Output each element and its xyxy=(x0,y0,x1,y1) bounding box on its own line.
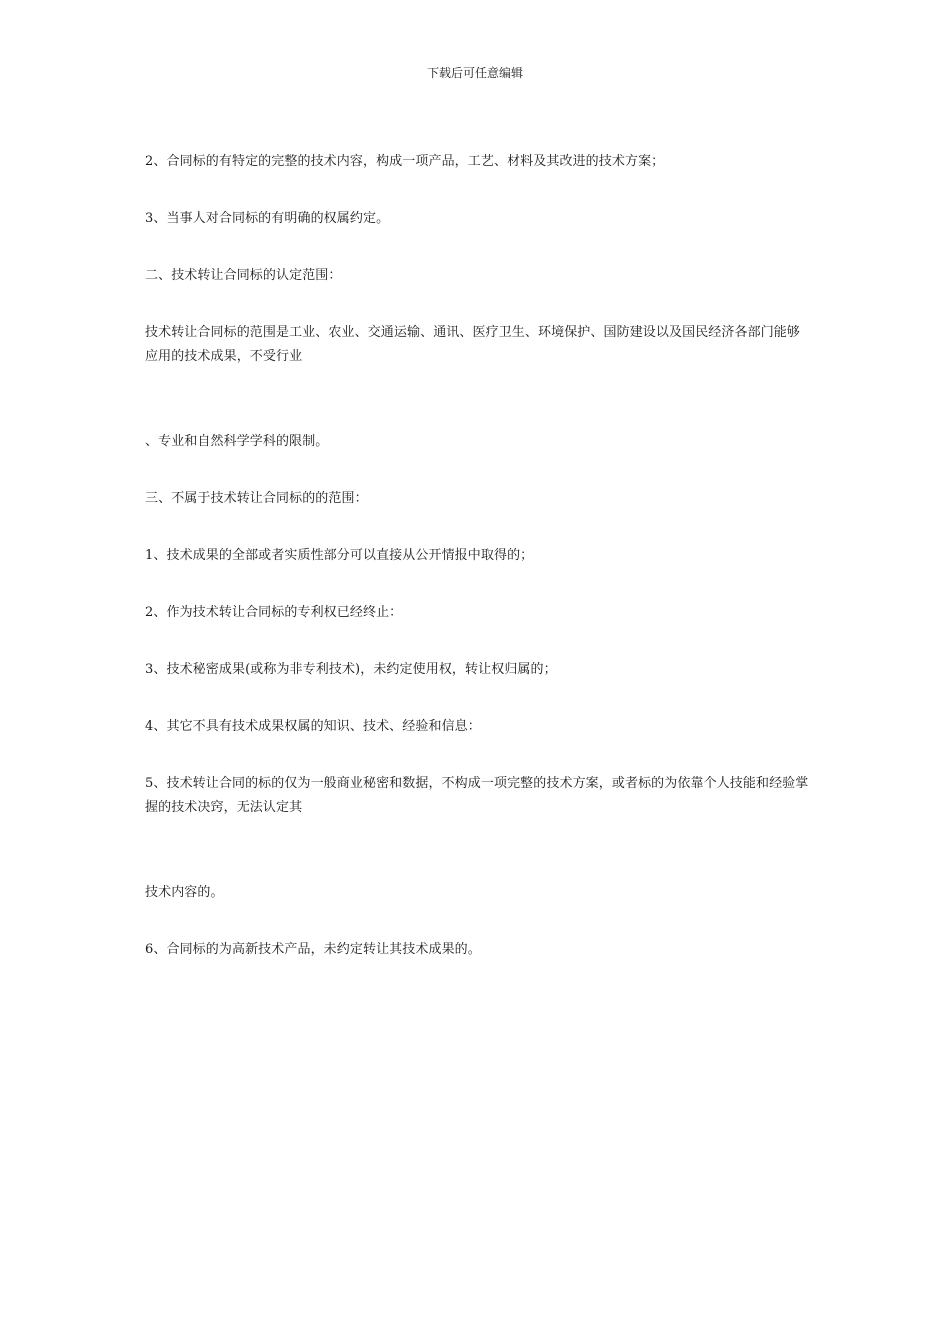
document-body xyxy=(145,150,810,962)
paragraph: 2、合同标的有特定的完整的技术内容，构成一项产品，工艺、材料及其改进的技术方案； xyxy=(145,154,665,169)
list-item: 5、技术转让合同的标的仅为一般商业秘密和数据，不构成一项完整的技术方案，或者标的为依靠个人技能和经验掌握的技术决窍，无法认定其 xyxy=(145,776,809,815)
paragraph: 技术内容的。 xyxy=(145,885,224,900)
section-heading: 三、不属于技术转让合同标的的范围： xyxy=(145,491,368,506)
list-item: 4、其它不具有技术成果权属的知识、技术、经验和信息： xyxy=(145,719,481,734)
paragraph: 3、当事人对合同标的有明确的权属约定。 xyxy=(145,211,390,226)
paragraph: 、专业和自然科学学科的限制。 xyxy=(145,434,329,449)
list-item: 2、作为技术转让合同标的专利权已经终止： xyxy=(145,605,403,620)
section-heading: 二、技术转让合同标的认定范围： xyxy=(145,268,342,283)
list-item: 3、技术秘密成果(或称为非专利技术)，未约定使用权，转让权归属的； xyxy=(145,662,557,677)
list-item: 1、技术成果的全部或者实质性部分可以直接从公开情报中取得的； xyxy=(145,548,534,563)
list-item: 6、合同标的为高新技术产品，未约定转让其技术成果的。 xyxy=(145,942,481,957)
paragraph: 技术转让合同标的范围是工业、农业、交通运输、通讯、医疗卫生、环境保护、国防建设以及国民经济各部门能够应用的技术成果，不受行业 xyxy=(145,325,801,364)
page-header: 下载后可任意编辑 xyxy=(426,66,523,80)
